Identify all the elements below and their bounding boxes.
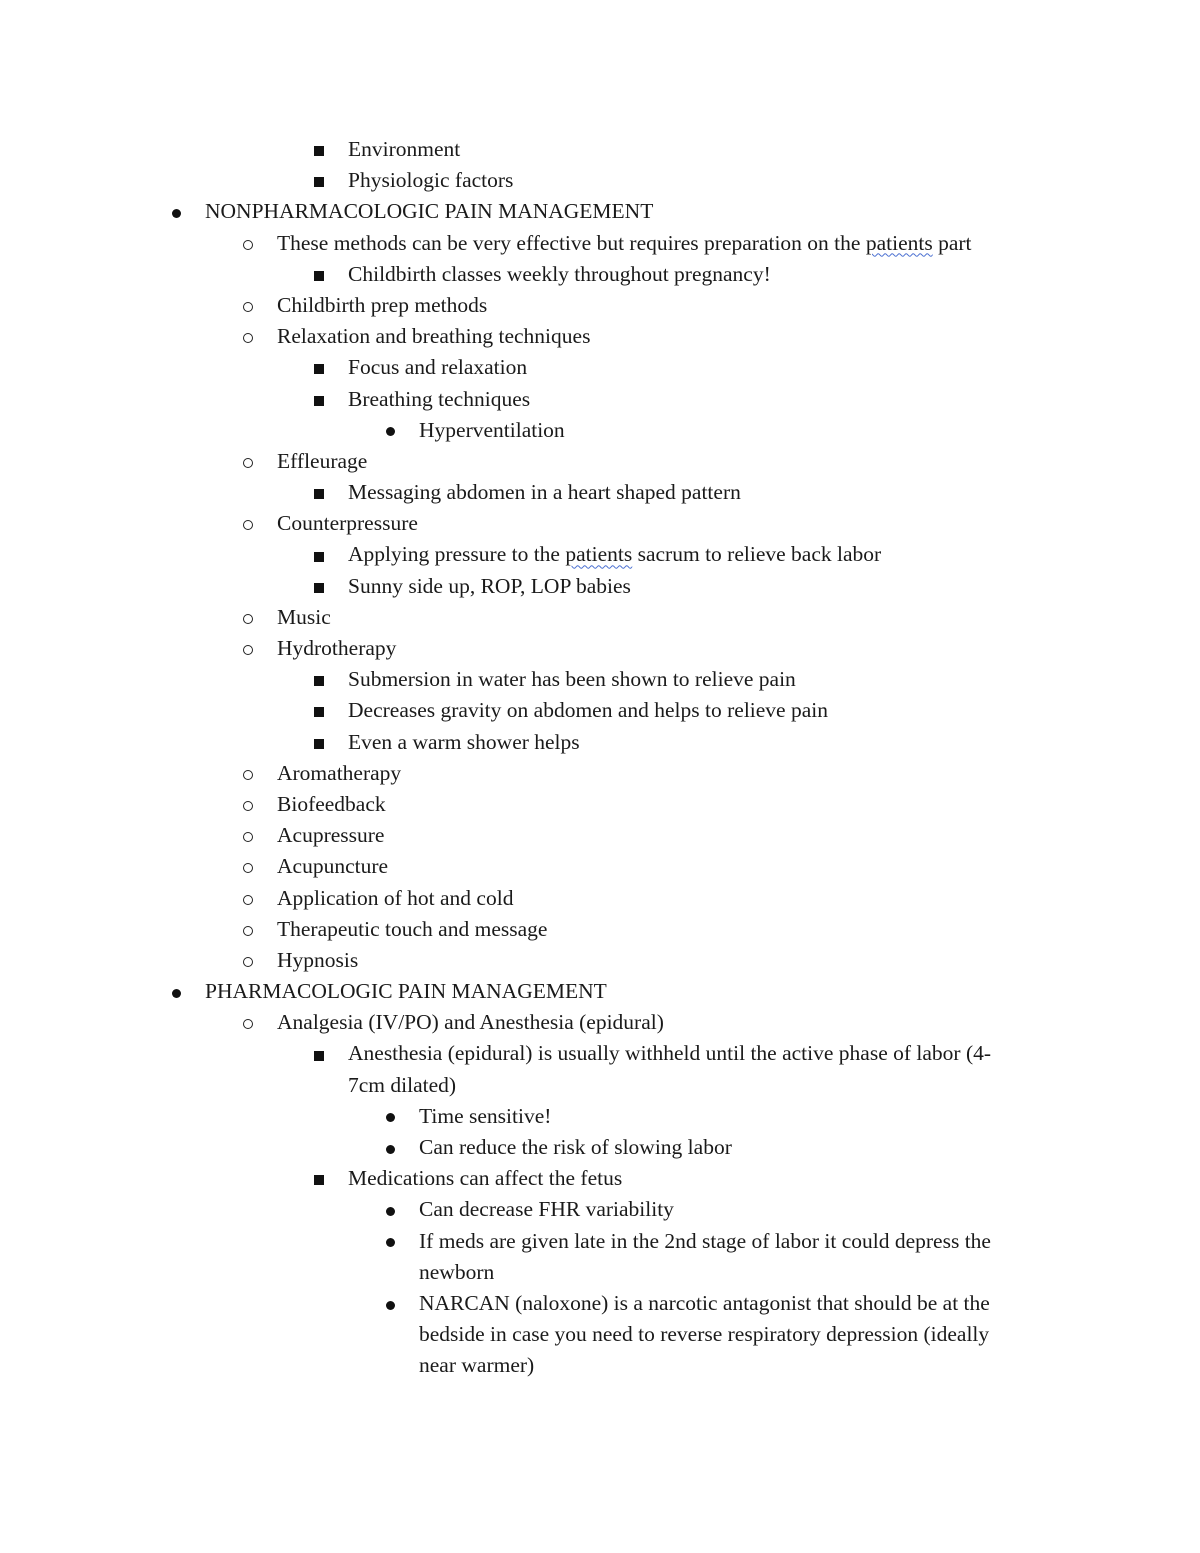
list-item-text: NARCAN (naloxone) is a narcotic antagonist that should be at the: [419, 1290, 990, 1315]
list-item: [0, 1194, 1200, 1225]
square-bullet-icon: [309, 477, 329, 508]
square-bullet-icon: [309, 384, 329, 415]
list-item-text: Acupuncture: [277, 854, 389, 879]
list-item: [0, 571, 1200, 602]
list-item: [0, 1319, 1200, 1350]
list-item-text: Childbirth prep methods: [277, 292, 488, 317]
square-bullet-icon: [309, 134, 329, 165]
list-item: [0, 508, 1200, 539]
filled-circle-bullet-icon: [380, 1288, 400, 1319]
square-bullet-icon: [309, 1038, 329, 1069]
document-page: [0, 134, 1200, 1382]
list-item-text: Biofeedback: [277, 791, 386, 816]
list-item-text: Applying pressure to the patients sacrum to relieve back labor: [348, 542, 882, 567]
list-item: [0, 1257, 1200, 1288]
square-bullet-icon: [309, 695, 329, 726]
list-item: [0, 820, 1200, 851]
list-item-text: Sunny side up, ROP, LOP babies: [348, 573, 631, 598]
hollow-circle-bullet-icon: [238, 851, 258, 882]
filled-circle-bullet-icon: [166, 196, 186, 227]
list-item: [0, 664, 1200, 695]
list-item: [0, 165, 1200, 196]
list-item-text: Medications can affect the fetus: [348, 1166, 623, 1191]
list-item-text: Breathing techniques: [348, 386, 531, 411]
hollow-circle-bullet-icon: [238, 789, 258, 820]
list-item: [0, 415, 1200, 446]
square-bullet-icon: [309, 664, 329, 695]
list-item: [0, 228, 1200, 259]
list-item-text: Acupressure: [277, 823, 385, 848]
list-item-text: Can reduce the risk of slowing labor: [419, 1135, 732, 1159]
square-bullet-icon: [309, 165, 329, 196]
list-item: [0, 1038, 1200, 1069]
list-item-text: Messaging abdomen in a heart shaped pattern: [348, 480, 741, 505]
hollow-circle-bullet-icon: [238, 290, 258, 321]
list-item: [0, 1132, 1200, 1163]
list-item-text: Relaxation and breathing techniques: [277, 324, 591, 349]
hollow-circle-bullet-icon: [238, 1007, 258, 1038]
list-item-text: If meds are given late in the 2nd stage of labor it could depress the: [419, 1228, 991, 1253]
filled-circle-bullet-icon: [380, 1101, 400, 1132]
list-item: [0, 851, 1200, 882]
list-item: [0, 384, 1200, 415]
list-item: [0, 976, 1200, 1007]
list-item-text: Time sensitive!: [419, 1103, 552, 1128]
hollow-circle-bullet-icon: [238, 602, 258, 633]
list-item: [0, 1226, 1200, 1257]
list-item-text: Aromatherapy: [277, 760, 402, 785]
list-item-text: These methods can be very effective but requires preparation on the patients part: [277, 230, 972, 255]
square-bullet-icon: [309, 571, 329, 602]
list-item-text: near warmer): [419, 1353, 535, 1378]
square-bullet-icon: [309, 352, 329, 383]
hollow-circle-bullet-icon: [238, 758, 258, 789]
list-item: [0, 945, 1200, 976]
list-item-text: Can decrease FHR variability: [419, 1197, 674, 1222]
square-bullet-icon: [309, 727, 329, 758]
list-item: [0, 914, 1200, 945]
filled-circle-bullet-icon: [380, 1226, 400, 1257]
hollow-circle-bullet-icon: [238, 883, 258, 914]
list-item: [0, 446, 1200, 477]
list-item-text: Hyperventilation: [419, 417, 565, 442]
list-item: [0, 352, 1200, 383]
list-item-text: Childbirth classes weekly throughout pregnancy!: [348, 261, 771, 286]
square-bullet-icon: [309, 259, 329, 290]
list-item: [0, 758, 1200, 789]
list-item: [0, 196, 1200, 227]
list-item: [0, 1350, 1200, 1381]
list-item-text: Music: [277, 604, 331, 629]
list-item: [0, 321, 1200, 352]
list-item: [0, 477, 1200, 508]
list-item: [0, 290, 1200, 321]
list-item: [0, 883, 1200, 914]
hollow-circle-bullet-icon: [238, 945, 258, 976]
list-item-text: Therapeutic touch and message: [277, 916, 548, 941]
list-item-text: Focus and relaxation: [348, 355, 528, 380]
list-item-text: Effleurage: [277, 448, 368, 473]
list-item-text: 7cm dilated): [348, 1072, 457, 1097]
hollow-circle-bullet-icon: [238, 633, 258, 664]
list-item-text: newborn: [419, 1259, 495, 1284]
list-item-text: Application of hot and cold: [277, 885, 514, 910]
list-item-text: Decreases gravity on abdomen and helps to relieve pain: [348, 698, 828, 723]
list-item: [0, 1007, 1200, 1038]
hollow-circle-bullet-icon: [238, 228, 258, 259]
filled-circle-bullet-icon: [380, 1132, 400, 1163]
list-item-text: Hypnosis: [277, 947, 359, 972]
list-item-text: Physiologic factors: [348, 168, 514, 193]
hollow-circle-bullet-icon: [238, 820, 258, 851]
list-item: [0, 134, 1200, 165]
list-item: [0, 1163, 1200, 1194]
list-item-text: Hydrotherapy: [277, 636, 397, 660]
list-item: [0, 539, 1200, 570]
list-item-text: NONPHARMACOLOGIC PAIN MANAGEMENT: [205, 199, 654, 224]
list-item: [0, 259, 1200, 290]
list-item: [0, 633, 1200, 664]
filled-circle-bullet-icon: [380, 415, 400, 446]
list-item: [0, 789, 1200, 820]
list-item: [0, 1101, 1200, 1132]
list-item: [0, 1070, 1200, 1101]
list-item: [0, 695, 1200, 726]
list-item-text: Submersion in water has been shown to relieve pain: [348, 667, 796, 692]
square-bullet-icon: [309, 1163, 329, 1194]
list-item-text: PHARMACOLOGIC PAIN MANAGEMENT: [205, 979, 607, 1004]
list-item: [0, 727, 1200, 758]
list-item-text: Environment: [348, 137, 461, 161]
list-item: [0, 602, 1200, 633]
list-item-text: bedside in case you need to reverse respiratory depression (ideally: [419, 1322, 990, 1347]
filled-circle-bullet-icon: [166, 976, 186, 1007]
hollow-circle-bullet-icon: [238, 508, 258, 539]
hollow-circle-bullet-icon: [238, 321, 258, 352]
list-item-text: Anesthesia (epidural) is usually withheld until the active phase of labor (4-: [348, 1041, 992, 1066]
list-item-text: Counterpressure: [277, 511, 418, 536]
filled-circle-bullet-icon: [380, 1194, 400, 1225]
list-item-text: Even a warm shower helps: [348, 729, 580, 754]
list-item: [0, 1288, 1200, 1319]
list-item-text: Analgesia (IV/PO) and Anesthesia (epidural): [277, 1010, 664, 1035]
hollow-circle-bullet-icon: [238, 446, 258, 477]
hollow-circle-bullet-icon: [238, 914, 258, 945]
square-bullet-icon: [309, 539, 329, 570]
